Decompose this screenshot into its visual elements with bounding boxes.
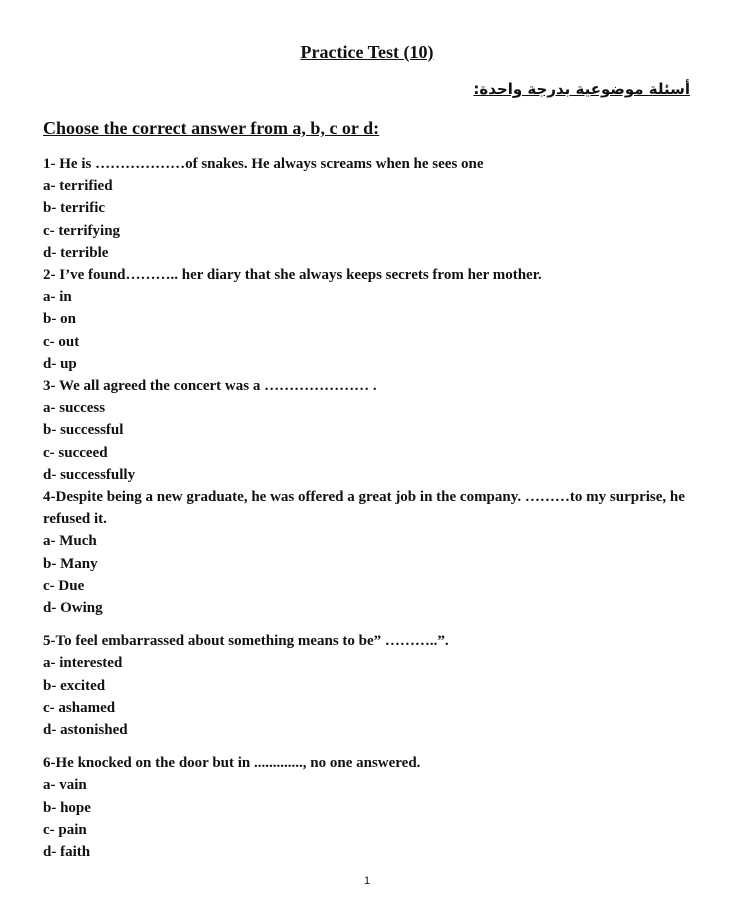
question-text: 2- I’ve found……….. her diary that she always keeps secrets from her mother. bbox=[43, 267, 542, 284]
option-a: a- in bbox=[43, 289, 72, 306]
option-b: b- hope bbox=[43, 799, 91, 816]
question-6 bbox=[43, 752, 693, 863]
option-c: c- succeed bbox=[43, 444, 108, 461]
option-c: c- pain bbox=[43, 821, 87, 838]
option-b: b- terrific bbox=[43, 200, 106, 217]
option-b: b- successful bbox=[43, 422, 124, 439]
page-title: Practice Test (10) bbox=[300, 42, 434, 62]
option-c: c- Due bbox=[43, 577, 85, 594]
option-b: b- excited bbox=[43, 677, 106, 694]
page-number: 1 bbox=[363, 875, 371, 887]
option-b: b- Many bbox=[43, 555, 98, 572]
option-a: a- vain bbox=[43, 777, 87, 794]
question-text: 6-He knocked on the door but in ............., no one answered. bbox=[43, 755, 421, 772]
question-1 bbox=[43, 153, 693, 264]
option-b: b- on bbox=[43, 311, 76, 328]
option-d: d- faith bbox=[43, 844, 91, 861]
option-a: a- Much bbox=[43, 533, 97, 550]
question-5 bbox=[43, 630, 693, 741]
option-d: d- successfully bbox=[43, 466, 136, 483]
option-c: c- out bbox=[43, 333, 80, 350]
option-d: d- up bbox=[43, 355, 77, 372]
question-text: 5-To feel embarrassed about something means to be” ………..”. bbox=[43, 633, 449, 650]
option-a: a- success bbox=[43, 400, 106, 417]
question-4 bbox=[43, 486, 693, 619]
arabic-heading: أسئلة موضوعية بدرجة واحدة: bbox=[473, 80, 690, 98]
instruction: Choose the correct answer from a, b, c or d: bbox=[43, 118, 380, 138]
option-a: a- terrified bbox=[43, 178, 113, 195]
question-text: 1- He is ………………of snakes. He always screams when he sees one bbox=[43, 156, 484, 172]
option-d: d- Owing bbox=[43, 600, 103, 617]
option-d: d- astonished bbox=[43, 722, 128, 739]
option-a: a- interested bbox=[43, 655, 123, 672]
question-3 bbox=[43, 375, 693, 486]
question-list bbox=[43, 153, 693, 863]
question-text: 4-Despite being a new graduate, he was offered a great job in the company. ………to my surprise, he refused it. bbox=[43, 489, 685, 528]
question-2 bbox=[43, 264, 693, 375]
question-text: 3- We all agreed the concert was a ………………… . bbox=[43, 378, 377, 395]
option-c: c- ashamed bbox=[43, 699, 116, 716]
option-d: d- terrible bbox=[43, 244, 109, 261]
option-c: c- terrifying bbox=[43, 222, 121, 239]
